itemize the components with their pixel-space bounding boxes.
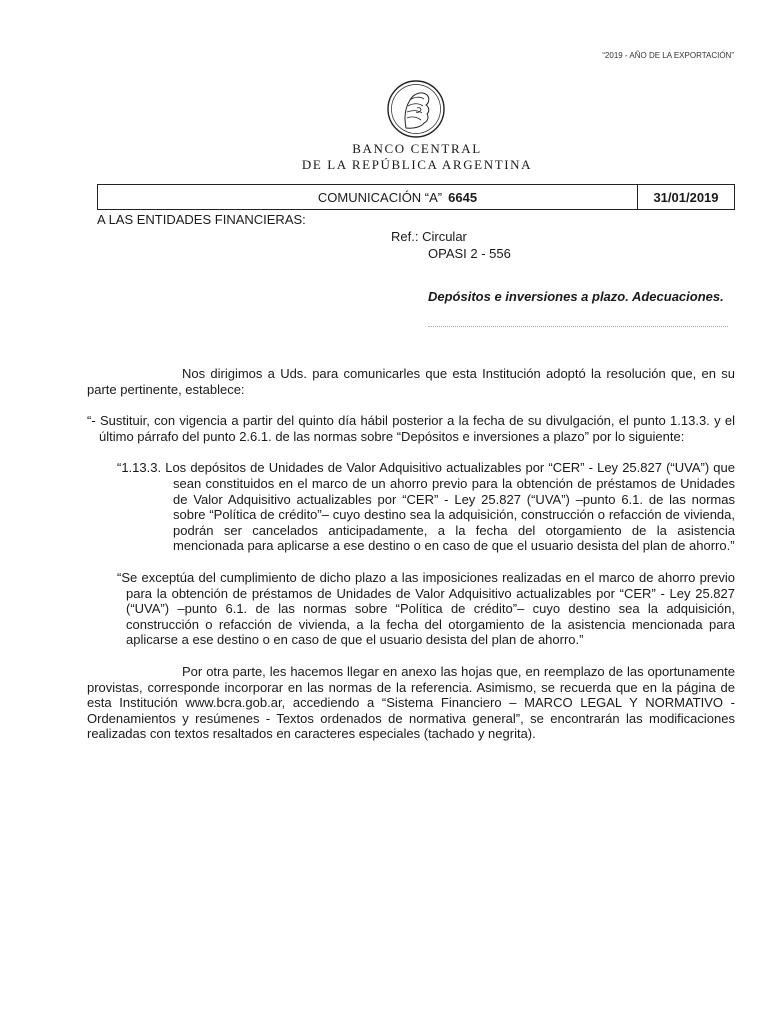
paragraph-intro: Nos dirigimos a Uds. para comunicarles que esta Institución adoptó la resolución que, en su parte pertinente, establece: xyxy=(87,366,735,397)
reference-label: Ref.: xyxy=(391,229,419,244)
communication-date: 31/01/2019 xyxy=(653,189,719,205)
reference-line1: Circular xyxy=(422,229,467,244)
bank-name xyxy=(0,141,770,173)
communication-number: 6645 xyxy=(448,189,478,205)
communication-box xyxy=(97,184,735,210)
communication-id xyxy=(98,185,638,209)
reference-line2: OPASI 2 - 556 xyxy=(428,246,511,261)
communication-label: COMUNICACIÓN “A” xyxy=(317,189,443,205)
paragraph-resolution: “- Sustituir, con vigencia a partir del quinto día hábil posterior a la fecha de su divulgación, el punto 1.13.3. y el último párrafo del punto 2.6.1. de las normas sobre “Depósitos e inversiones a plazo” por lo siguiente: xyxy=(87,413,735,444)
bank-name-line1: BANCO CENTRAL xyxy=(352,141,482,156)
document-body xyxy=(87,366,735,742)
bank-name-line2: DE LA REPÚBLICA ARGENTINA xyxy=(301,157,533,172)
bcra-seal-icon xyxy=(386,78,446,140)
addressee: A LAS ENTIDADES FINANCIERAS: xyxy=(97,212,306,227)
header-motto: “2019 - AÑO DE LA EXPORTACIÓN” xyxy=(602,51,734,60)
subject: Depósitos e inversiones a plazo. Adecuaciones. xyxy=(428,289,724,304)
paragraph-exception: “Se exceptúa del cumplimiento de dicho plazo a las imposiciones realizadas en el marco de ahorro previo para la obtención de préstamos de Unidades de Valor Adquisitivo actualizables por “CER” - Ley 25.827 (“UVA”) –punto 6.1. de las normas sobre “Política de crédito”– cuyo destino sea la adquisición, construcción o refacción de vivienda, a la fecha del otorgamiento de la asistencia mencionada para aplicarse a ese destino o en caso de que el usuario desista del plan de ahorro.” xyxy=(117,569,735,648)
reference-block xyxy=(391,228,511,262)
subject-divider xyxy=(428,326,728,327)
paragraph-point-1-13-3: “1.13.3. Los depósitos de Unidades de Valor Adquisitivo actualizables por “CER” - Ley 25.827 (“UVA”) que sean constituidos en el marco de un ahorro previo para la obtención de préstamos de Unidades de Valor Adquisitivo actualizables por “CER” - Ley 25.827 (“UVA”) –punto 6.1. de las normas sobre “Política de crédito”– cuyo destino sea la adquisición, construcción o refacción de vivienda, podrán ser cancelados anticipadamente, a la fecha del otorgamiento de la asistencia mencionada para aplicarse a ese destino o en caso de que el usuario desista del plan de ahorro.” xyxy=(117,460,735,554)
paragraph-annex: Por otra parte, les hacemos llegar en anexo las hojas que, en reemplazo de las oportunamente provistas, corresponde incorporar en las normas de la referencia. Asimismo, se recuerda que en la página de esta Institución www.bcra.gob.ar, accediendo a “Sistema Financiero – MARCO LEGAL Y NORMATIVO - Ordenamientos y resúmenes - Textos ordenados de normativa general”, se encontrarán las modificaciones realizadas con textos resaltados en caracteres especiales (tachado y negrita). xyxy=(87,663,735,742)
